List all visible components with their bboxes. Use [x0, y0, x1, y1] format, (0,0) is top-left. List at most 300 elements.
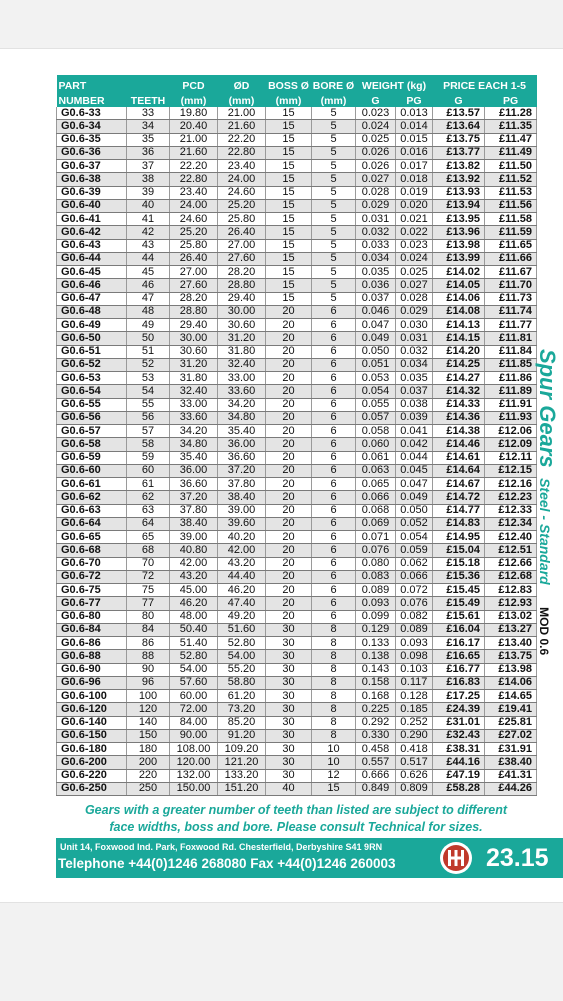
cell-boss: 20	[266, 358, 312, 371]
cell-teeth: 62	[127, 491, 170, 504]
cell-od: 22.80	[218, 146, 266, 159]
table-row	[57, 385, 537, 398]
cell-weight-g: 0.024	[356, 120, 396, 133]
table-row	[57, 504, 537, 517]
cell-boss: 30	[266, 690, 312, 703]
cell-price-pg: £11.89	[485, 385, 537, 398]
cell-weight-pg: 0.062	[396, 557, 433, 570]
cell-teeth: 100	[127, 690, 170, 703]
cell-teeth: 56	[127, 411, 170, 424]
cell-bore: 6	[312, 557, 356, 570]
cell-boss: 20	[266, 464, 312, 477]
footnote	[56, 802, 536, 836]
header-boss: BOSS Ø	[266, 75, 312, 92]
cell-bore: 6	[312, 305, 356, 318]
cell-bore: 8	[312, 676, 356, 689]
cell-boss: 20	[266, 372, 312, 385]
cell-price-pg: £11.85	[485, 358, 537, 371]
cell-weight-g: 0.168	[356, 690, 396, 703]
cell-price-g: £13.75	[433, 133, 485, 146]
cell-bore: 6	[312, 372, 356, 385]
cell-boss: 20	[266, 385, 312, 398]
table-row	[57, 319, 537, 332]
cell-boss: 15	[266, 173, 312, 186]
cell-od: 37.20	[218, 464, 266, 477]
cell-od: 54.00	[218, 650, 266, 663]
cell-teeth: 53	[127, 372, 170, 385]
cell-part-number: G0.6-47	[57, 292, 127, 305]
cell-weight-g: 0.053	[356, 372, 396, 385]
table-row	[57, 650, 537, 663]
cell-weight-pg: 0.021	[396, 213, 433, 226]
cell-price-pg: £11.56	[485, 199, 537, 212]
cell-price-g: £24.39	[433, 703, 485, 716]
cell-part-number: G0.6-63	[57, 504, 127, 517]
cell-price-pg: £13.98	[485, 663, 537, 676]
cell-price-pg: £11.53	[485, 186, 537, 199]
cell-od: 31.20	[218, 332, 266, 345]
cell-bore: 6	[312, 584, 356, 597]
table-row	[57, 398, 537, 411]
cell-bore: 5	[312, 252, 356, 265]
cell-bore: 12	[312, 769, 356, 782]
cell-bore: 5	[312, 226, 356, 239]
cell-part-number: G0.6-36	[57, 146, 127, 159]
cell-pcd: 27.00	[170, 266, 218, 279]
cell-part-number: G0.6-77	[57, 597, 127, 610]
cell-price-g: £13.93	[433, 186, 485, 199]
cell-price-pg: £13.02	[485, 610, 537, 623]
cell-pcd: 23.40	[170, 186, 218, 199]
cell-pcd: 26.40	[170, 252, 218, 265]
cell-boss: 20	[266, 531, 312, 544]
cell-boss: 15	[266, 226, 312, 239]
cell-boss: 15	[266, 252, 312, 265]
cell-teeth: 96	[127, 676, 170, 689]
cell-weight-g: 0.330	[356, 729, 396, 742]
cell-weight-g: 0.061	[356, 451, 396, 464]
cell-od: 43.20	[218, 557, 266, 570]
cell-part-number: G0.6-220	[57, 769, 127, 782]
cell-part-number: G0.6-120	[57, 703, 127, 716]
cell-od: 35.40	[218, 425, 266, 438]
cell-od: 51.60	[218, 623, 266, 636]
cell-pcd: 30.60	[170, 345, 218, 358]
cell-part-number: G0.6-150	[57, 729, 127, 742]
cell-weight-g: 0.458	[356, 743, 396, 756]
cell-bore: 6	[312, 319, 356, 332]
cell-price-g: £14.61	[433, 451, 485, 464]
cell-boss: 30	[266, 703, 312, 716]
cell-price-pg: £41.31	[485, 769, 537, 782]
table-row	[57, 690, 537, 703]
cell-teeth: 61	[127, 478, 170, 491]
cell-boss: 20	[266, 557, 312, 570]
cell-weight-g: 0.028	[356, 186, 396, 199]
cell-weight-pg: 0.185	[396, 703, 433, 716]
cell-bore: 8	[312, 703, 356, 716]
cell-part-number: G0.6-41	[57, 213, 127, 226]
cell-od: 151.20	[218, 782, 266, 795]
cell-weight-g: 0.036	[356, 279, 396, 292]
cell-part-number: G0.6-84	[57, 623, 127, 636]
cell-bore: 5	[312, 279, 356, 292]
cell-bore: 8	[312, 637, 356, 650]
table-row	[57, 584, 537, 597]
cell-od: 27.00	[218, 239, 266, 252]
table-row	[57, 279, 537, 292]
cell-part-number: G0.6-70	[57, 557, 127, 570]
cell-teeth: 36	[127, 146, 170, 159]
cell-part-number: G0.6-45	[57, 266, 127, 279]
cell-bore: 8	[312, 716, 356, 729]
cell-weight-g: 0.849	[356, 782, 396, 795]
footnote-line-2: face widths, boss and bore. Please consult Technical for sizes.	[109, 820, 483, 834]
cell-price-pg: £12.15	[485, 464, 537, 477]
cell-teeth: 52	[127, 358, 170, 371]
cell-price-g: £14.95	[433, 531, 485, 544]
cell-price-g: £14.25	[433, 358, 485, 371]
cell-price-pg: £11.28	[485, 107, 537, 120]
cell-pcd: 54.00	[170, 663, 218, 676]
cell-pcd: 40.80	[170, 544, 218, 557]
cell-pcd: 51.40	[170, 637, 218, 650]
cell-teeth: 63	[127, 504, 170, 517]
cell-boss: 30	[266, 716, 312, 729]
cell-od: 29.40	[218, 292, 266, 305]
cell-price-pg: £14.65	[485, 690, 537, 703]
cell-weight-pg: 0.050	[396, 504, 433, 517]
cell-bore: 5	[312, 266, 356, 279]
table-row	[57, 676, 537, 689]
cell-bore: 6	[312, 570, 356, 583]
cell-price-g: £14.13	[433, 319, 485, 332]
table-row	[57, 729, 537, 742]
cell-pcd: 45.00	[170, 584, 218, 597]
cell-boss: 20	[266, 478, 312, 491]
cell-od: 28.20	[218, 266, 266, 279]
cell-price-pg: £12.51	[485, 544, 537, 557]
cell-pcd: 32.40	[170, 385, 218, 398]
cell-pcd: 30.00	[170, 332, 218, 345]
cell-bore: 5	[312, 120, 356, 133]
cell-price-g: £13.92	[433, 173, 485, 186]
cell-bore: 6	[312, 451, 356, 464]
cell-weight-g: 0.049	[356, 332, 396, 345]
cell-bore: 10	[312, 756, 356, 769]
table-row	[57, 570, 537, 583]
cell-price-g: £14.77	[433, 504, 485, 517]
catalogue-page	[0, 49, 563, 901]
cell-pcd: 52.80	[170, 650, 218, 663]
header-price: PRICE EACH 1-5	[433, 75, 537, 92]
cell-weight-pg: 0.019	[396, 186, 433, 199]
cell-boss: 15	[266, 133, 312, 146]
table-row	[57, 478, 537, 491]
cell-price-pg: £27.02	[485, 729, 537, 742]
cell-bore: 6	[312, 491, 356, 504]
cell-od: 91.20	[218, 729, 266, 742]
cell-weight-pg: 0.014	[396, 120, 433, 133]
cell-teeth: 44	[127, 252, 170, 265]
cell-part-number: G0.6-35	[57, 133, 127, 146]
cell-teeth: 50	[127, 332, 170, 345]
cell-boss: 20	[266, 610, 312, 623]
cell-od: 31.80	[218, 345, 266, 358]
table-row	[57, 756, 537, 769]
header-price-pg: PG	[485, 92, 537, 107]
cell-od: 55.20	[218, 663, 266, 676]
cell-price-g: £15.04	[433, 544, 485, 557]
cell-price-pg: £11.35	[485, 120, 537, 133]
cell-weight-g: 0.069	[356, 517, 396, 530]
cell-boss: 30	[266, 650, 312, 663]
cell-price-pg: £13.27	[485, 623, 537, 636]
cell-bore: 5	[312, 133, 356, 146]
cell-pcd: 36.60	[170, 478, 218, 491]
cell-pcd: 27.60	[170, 279, 218, 292]
cell-price-g: £16.65	[433, 650, 485, 663]
cell-teeth: 72	[127, 570, 170, 583]
cell-weight-g: 0.025	[356, 133, 396, 146]
table-row	[57, 146, 537, 159]
table-row	[57, 372, 537, 385]
cell-pcd: 28.20	[170, 292, 218, 305]
cell-pcd: 150.00	[170, 782, 218, 795]
cell-bore: 5	[312, 213, 356, 226]
cell-price-g: £14.67	[433, 478, 485, 491]
cell-price-g: £14.36	[433, 411, 485, 424]
cell-part-number: G0.6-68	[57, 544, 127, 557]
cell-od: 42.00	[218, 544, 266, 557]
cell-pcd: 35.40	[170, 451, 218, 464]
address: Unit 14, Foxwood Ind. Park, Foxwood Rd. Chesterfield, Derbyshire S41 9RN	[60, 842, 383, 852]
cell-price-g: £16.17	[433, 637, 485, 650]
cell-boss: 30	[266, 663, 312, 676]
cell-price-pg: £14.06	[485, 676, 537, 689]
cell-part-number: G0.6-86	[57, 637, 127, 650]
cell-price-g: £14.27	[433, 372, 485, 385]
cell-price-g: £13.95	[433, 213, 485, 226]
table-row	[57, 120, 537, 133]
cell-part-number: G0.6-57	[57, 425, 127, 438]
cell-part-number: G0.6-250	[57, 782, 127, 795]
cell-bore: 6	[312, 438, 356, 451]
cell-weight-pg: 0.059	[396, 544, 433, 557]
cell-od: 22.20	[218, 133, 266, 146]
cell-teeth: 49	[127, 319, 170, 332]
table-header-row-1	[57, 75, 537, 92]
cell-weight-g: 0.057	[356, 411, 396, 424]
cell-weight-g: 0.063	[356, 464, 396, 477]
cell-boss: 20	[266, 491, 312, 504]
cell-pcd: 132.00	[170, 769, 218, 782]
cell-boss: 30	[266, 756, 312, 769]
cell-boss: 30	[266, 623, 312, 636]
cell-teeth: 90	[127, 663, 170, 676]
cell-price-g: £17.25	[433, 690, 485, 703]
cell-weight-g: 0.089	[356, 584, 396, 597]
cell-price-pg: £13.40	[485, 637, 537, 650]
cell-teeth: 140	[127, 716, 170, 729]
cell-pcd: 120.00	[170, 756, 218, 769]
cell-price-pg: £11.86	[485, 372, 537, 385]
cell-price-g: £14.15	[433, 332, 485, 345]
cell-teeth: 180	[127, 743, 170, 756]
cell-od: 32.40	[218, 358, 266, 371]
cell-teeth: 42	[127, 226, 170, 239]
cell-part-number: G0.6-90	[57, 663, 127, 676]
cell-boss: 20	[266, 345, 312, 358]
cell-bore: 5	[312, 239, 356, 252]
cell-bore: 5	[312, 173, 356, 186]
cell-weight-g: 0.080	[356, 557, 396, 570]
cell-weight-pg: 0.045	[396, 464, 433, 477]
cell-teeth: 88	[127, 650, 170, 663]
cell-price-g: £13.77	[433, 146, 485, 159]
cell-boss: 20	[266, 517, 312, 530]
cell-price-pg: £11.74	[485, 305, 537, 318]
cell-price-g: £14.33	[433, 398, 485, 411]
cell-part-number: G0.6-39	[57, 186, 127, 199]
cell-bore: 6	[312, 544, 356, 557]
cell-teeth: 65	[127, 531, 170, 544]
cell-weight-g: 0.099	[356, 610, 396, 623]
cell-od: 49.20	[218, 610, 266, 623]
cell-pcd: 24.00	[170, 199, 218, 212]
cell-price-pg: £25.81	[485, 716, 537, 729]
cell-part-number: G0.6-52	[57, 358, 127, 371]
cell-weight-pg: 0.013	[396, 107, 433, 120]
cell-weight-pg: 0.020	[396, 199, 433, 212]
cell-weight-pg: 0.418	[396, 743, 433, 756]
cell-price-g: £47.19	[433, 769, 485, 782]
cell-bore: 8	[312, 663, 356, 676]
footnote-line-1: Gears with a greater number of teeth than listed are subject to different	[84, 803, 508, 817]
cell-weight-pg: 0.517	[396, 756, 433, 769]
cell-price-pg: £12.83	[485, 584, 537, 597]
header-boss-unit: (mm)	[266, 92, 312, 107]
table-row	[57, 623, 537, 636]
table-row	[57, 517, 537, 530]
cell-part-number: G0.6-48	[57, 305, 127, 318]
cell-boss: 15	[266, 186, 312, 199]
cell-weight-pg: 0.128	[396, 690, 433, 703]
cell-weight-pg: 0.016	[396, 146, 433, 159]
cell-teeth: 54	[127, 385, 170, 398]
cell-pcd: 20.40	[170, 120, 218, 133]
cell-pcd: 46.20	[170, 597, 218, 610]
cell-weight-pg: 0.015	[396, 133, 433, 146]
cell-weight-g: 0.076	[356, 544, 396, 557]
cell-pcd: 60.00	[170, 690, 218, 703]
cell-bore: 6	[312, 517, 356, 530]
cell-weight-pg: 0.052	[396, 517, 433, 530]
table-row	[57, 358, 537, 371]
cell-teeth: 48	[127, 305, 170, 318]
header-pcd: PCD	[170, 75, 218, 92]
cell-weight-pg: 0.018	[396, 173, 433, 186]
cell-teeth: 46	[127, 279, 170, 292]
cell-part-number: G0.6-59	[57, 451, 127, 464]
cell-price-g: £13.96	[433, 226, 485, 239]
cell-boss: 15	[266, 199, 312, 212]
cell-teeth: 77	[127, 597, 170, 610]
cell-weight-pg: 0.252	[396, 716, 433, 729]
cell-od: 33.00	[218, 372, 266, 385]
cell-bore: 8	[312, 623, 356, 636]
cell-bore: 5	[312, 160, 356, 173]
cell-teeth: 84	[127, 623, 170, 636]
cell-part-number: G0.6-42	[57, 226, 127, 239]
cell-price-pg: £11.52	[485, 173, 537, 186]
cell-price-g: £14.72	[433, 491, 485, 504]
cell-od: 121.20	[218, 756, 266, 769]
cell-weight-g: 0.065	[356, 478, 396, 491]
cell-bore: 8	[312, 650, 356, 663]
cell-bore: 5	[312, 146, 356, 159]
table-row	[57, 451, 537, 464]
cell-price-pg: £11.93	[485, 411, 537, 424]
cell-od: 47.40	[218, 597, 266, 610]
header-teeth: TEETH	[127, 92, 170, 107]
cell-teeth: 86	[127, 637, 170, 650]
cell-teeth: 58	[127, 438, 170, 451]
cell-price-g: £14.83	[433, 517, 485, 530]
cell-pcd: 25.20	[170, 226, 218, 239]
cell-price-g: £14.06	[433, 292, 485, 305]
cell-price-pg: £12.06	[485, 425, 537, 438]
table-row	[57, 769, 537, 782]
cell-weight-pg: 0.290	[396, 729, 433, 742]
cell-teeth: 200	[127, 756, 170, 769]
cell-boss: 30	[266, 769, 312, 782]
cell-boss: 20	[266, 305, 312, 318]
cell-weight-pg: 0.024	[396, 252, 433, 265]
cell-weight-g: 0.068	[356, 504, 396, 517]
table-row	[57, 186, 537, 199]
header-od: ØD	[218, 75, 266, 92]
cell-part-number: G0.6-80	[57, 610, 127, 623]
cell-price-pg: £11.47	[485, 133, 537, 146]
cell-part-number: G0.6-56	[57, 411, 127, 424]
cell-weight-pg: 0.035	[396, 372, 433, 385]
cell-weight-g: 0.066	[356, 491, 396, 504]
cell-od: 58.80	[218, 676, 266, 689]
cell-od: 109.20	[218, 743, 266, 756]
cell-weight-g: 0.058	[356, 425, 396, 438]
table-row	[57, 491, 537, 504]
cell-bore: 6	[312, 425, 356, 438]
cell-part-number: G0.6-38	[57, 173, 127, 186]
cell-weight-g: 0.133	[356, 637, 396, 650]
cell-pcd: 21.60	[170, 146, 218, 159]
cell-weight-pg: 0.042	[396, 438, 433, 451]
cell-price-g: £13.64	[433, 120, 485, 133]
cell-pcd: 22.80	[170, 173, 218, 186]
cell-price-pg: £19.41	[485, 703, 537, 716]
cell-od: 36.00	[218, 438, 266, 451]
cell-part-number: G0.6-37	[57, 160, 127, 173]
cell-od: 21.00	[218, 107, 266, 120]
cell-od: 36.60	[218, 451, 266, 464]
cell-weight-pg: 0.047	[396, 478, 433, 491]
cell-teeth: 250	[127, 782, 170, 795]
table-header-row-2	[57, 92, 537, 107]
cell-od: 34.20	[218, 398, 266, 411]
cell-od: 21.60	[218, 120, 266, 133]
cell-part-number: G0.6-180	[57, 743, 127, 756]
